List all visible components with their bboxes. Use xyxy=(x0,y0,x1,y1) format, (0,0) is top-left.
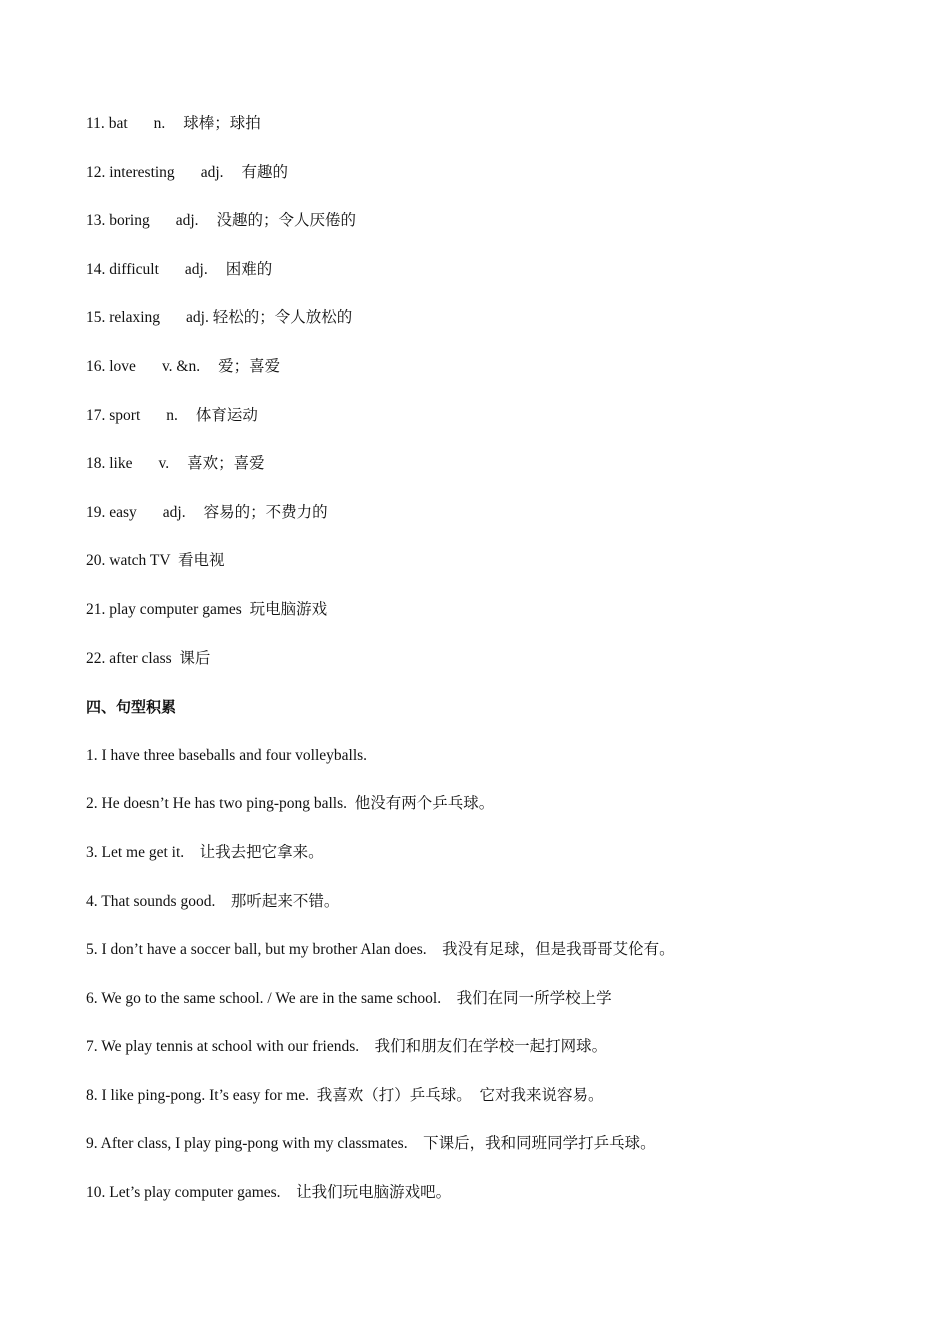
phrase-meaning: 玩电脑游戏 xyxy=(249,600,328,618)
sentence-item xyxy=(86,1181,906,1230)
sentence-english: I like ping-pong. It’s easy for me. xyxy=(101,1086,309,1104)
part-of-speech: v. xyxy=(158,455,170,473)
item-number: 17. xyxy=(86,406,106,424)
section-heading: 四、句型积累 xyxy=(86,698,177,717)
item-number: 19. xyxy=(86,503,106,521)
sentence-english: We play tennis at school with our friends. xyxy=(101,1038,360,1056)
vocab-item xyxy=(86,404,906,453)
phrase-text: play computer games xyxy=(109,600,242,618)
item-number: 21. xyxy=(86,600,106,618)
item-number: 1. xyxy=(86,746,98,764)
sentence-english: After class, I play ping-pong with my classmates. xyxy=(100,1135,408,1153)
vocab-item xyxy=(86,306,906,355)
sentence-chinese: 我喜欢（打）乒乓球。 它对我来说容易。 xyxy=(316,1086,604,1104)
item-number: 14. xyxy=(86,260,106,278)
vocab-item xyxy=(86,112,906,161)
part-of-speech: adj. xyxy=(184,260,208,278)
vocab-meaning: 没趣的；令人厌倦的 xyxy=(216,212,357,230)
vocab-item xyxy=(86,501,906,550)
sentence-item xyxy=(86,792,906,841)
item-number: 12. xyxy=(86,163,106,181)
item-number: 9. xyxy=(86,1135,98,1153)
phrase-text: watch TV xyxy=(109,552,171,570)
part-of-speech: n. xyxy=(166,406,178,424)
item-number: 13. xyxy=(86,212,106,230)
sentence-chinese: 我们和朋友们在学校一起打网球。 xyxy=(374,1038,608,1056)
part-of-speech: adj. xyxy=(200,163,224,181)
sentence-chinese: 下课后，我和同班同学打乒乓球。 xyxy=(423,1135,656,1153)
sentence-english: I have three baseballs and four volleyballs. xyxy=(101,746,368,764)
vocab-item xyxy=(86,209,906,258)
item-number: 3. xyxy=(86,843,98,861)
vocab-word: like xyxy=(109,455,133,473)
sentence-english: Let’s play computer games. xyxy=(109,1184,281,1202)
item-number: 16. xyxy=(86,357,106,375)
sentence-item xyxy=(86,841,906,890)
phrase-meaning: 看电视 xyxy=(178,552,225,570)
item-number: 15. xyxy=(86,309,106,327)
sentence-chinese: 让我去把它拿来。 xyxy=(199,843,324,861)
sentence-english: He doesn’t He has two ping-pong balls. xyxy=(101,795,348,813)
sentence-chinese: 那听起来不错。 xyxy=(230,892,340,910)
sentence-item xyxy=(86,987,906,1036)
sentence-chinese: 我们在同一所学校上学 xyxy=(456,989,612,1007)
item-number: 4. xyxy=(86,892,98,910)
vocab-word: relaxing xyxy=(109,309,161,327)
item-number: 10. xyxy=(86,1184,106,1202)
phrase-item xyxy=(86,549,906,598)
sentence-item xyxy=(86,1035,906,1084)
sentence-english: That sounds good. xyxy=(101,892,216,910)
vocab-meaning: 爱；喜爱 xyxy=(218,357,281,375)
vocab-meaning: 体育运动 xyxy=(195,406,258,424)
vocab-word: easy xyxy=(109,503,137,521)
part-of-speech: v. &n. xyxy=(161,357,201,375)
sentence-english: We go to the same school. / We are in the same school. xyxy=(101,989,442,1007)
sentence-item xyxy=(86,938,906,987)
vocab-word: bat xyxy=(108,115,128,132)
sentence-item xyxy=(86,1084,906,1133)
item-number: 8. xyxy=(86,1086,98,1104)
part-of-speech: adj. xyxy=(186,309,209,327)
vocab-item xyxy=(86,161,906,210)
vocab-meaning: 容易的；不费力的 xyxy=(203,503,328,521)
sentence-english: I don’t have a soccer ball, but my brother Alan does. xyxy=(101,941,427,959)
sentence-chinese: 让我们玩电脑游戏吧。 xyxy=(296,1184,452,1202)
sentence-item xyxy=(86,890,906,939)
vocab-word: sport xyxy=(109,406,141,424)
document-page xyxy=(86,112,906,1230)
item-number: 2. xyxy=(86,795,98,813)
item-number: 18. xyxy=(86,455,106,473)
vocab-word: love xyxy=(109,357,136,375)
vocab-item xyxy=(86,258,906,307)
vocab-meaning: 球棒；球拍 xyxy=(183,115,261,132)
phrase-item xyxy=(86,598,906,647)
vocab-word: interesting xyxy=(109,163,175,181)
item-number: 11. xyxy=(86,115,105,132)
vocab-item xyxy=(86,452,906,501)
part-of-speech: adj. xyxy=(162,503,186,521)
item-number: 22. xyxy=(86,649,106,667)
sentence-chinese: 他没有两个乒乓球。 xyxy=(354,795,495,813)
vocab-meaning: 喜欢；喜爱 xyxy=(187,455,265,473)
item-number: 20. xyxy=(86,552,106,570)
item-number: 7. xyxy=(86,1038,98,1056)
item-number: 6. xyxy=(86,989,98,1007)
vocab-meaning: 轻松的；令人放松的 xyxy=(212,309,353,327)
phrase-meaning: 课后 xyxy=(179,649,211,667)
vocab-item xyxy=(86,355,906,404)
vocab-word: boring xyxy=(109,212,150,230)
sentence-item xyxy=(86,1132,906,1181)
phrase-text: after class xyxy=(109,649,172,667)
part-of-speech: n. xyxy=(153,115,166,132)
sentence-item xyxy=(86,744,906,793)
vocab-meaning: 困难的 xyxy=(225,260,273,278)
phrase-item xyxy=(86,647,906,696)
part-of-speech: adj. xyxy=(175,212,199,230)
vocab-meaning: 有趣的 xyxy=(241,163,289,181)
sentence-chinese: 我没有足球，但是我哥哥艾伦有。 xyxy=(442,941,675,959)
sentence-english: Let me get it. xyxy=(101,843,185,861)
vocab-word: difficult xyxy=(109,260,159,278)
item-number: 5. xyxy=(86,941,98,959)
